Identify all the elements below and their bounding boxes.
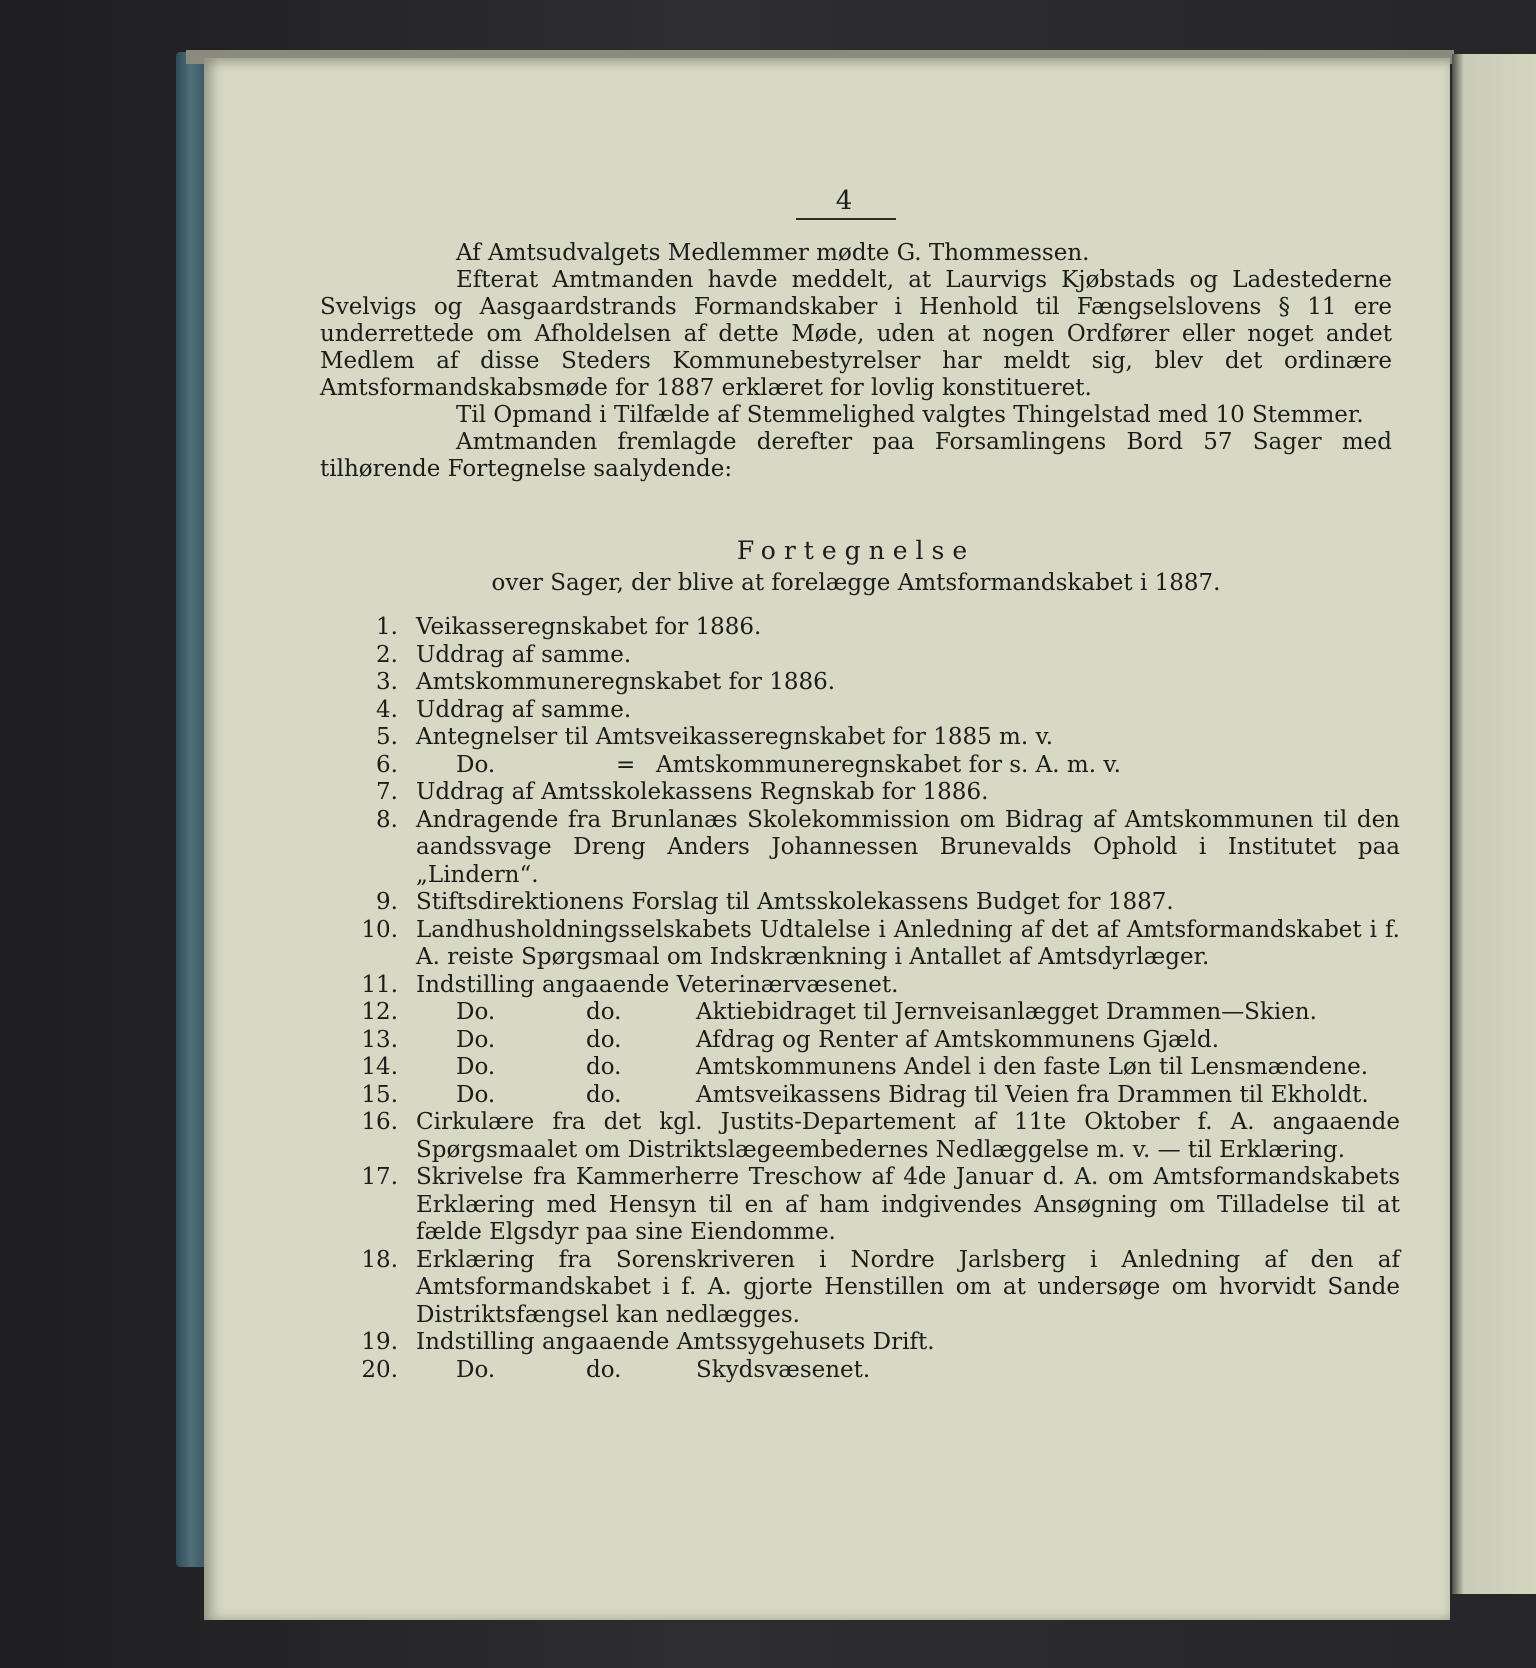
document-page <box>204 58 1450 1620</box>
list-item: 7. Uddrag af Amtsskolekassens Regnskab for 1886. <box>376 779 989 805</box>
list-item: 17. Skrivelse fra Kammerherre Treschow af 4de Januar d. A. om Amtsformandskabets Erklæring med Hensyn til en af ham indgivendes Ansøgning om Tilladelse til at fælde Elgsdyr paa sine Eiendomme. <box>361 1164 1400 1245</box>
intro-paragraph-2: Efterat Amtmanden havde meddelt, at Laurvigs Kjøbstads og Ladestederne Svelvigs og Aasgaardstrands Formandskaber i Henhold til Fængselslovens § 11 ere underrettede om Afholdelsen af dette Møde, uden at nogen Ordfører eller noget andet Medlem af disse Steders Kommunebestyrelser har meldt sig, blev det ordinære Amtsformandskabsmøde for 1887 erklæret for lovlig konstitueret. <box>320 267 1392 401</box>
list-item: 5. Antegnelser til Amtsveikasseregnskabet for 1885 m. v. <box>376 724 1054 750</box>
page-number-rule <box>796 218 896 220</box>
book-binding <box>176 52 206 1567</box>
intro-paragraph-4: Amtmanden fremlagde derefter paa Forsamlingens Bord 57 Sager med tilhørende Fortegnelse saalydende: <box>320 429 1392 482</box>
page-number: 4 <box>835 186 853 216</box>
list-item: 11. Indstilling angaaende Veterinærvæsenet. <box>361 971 899 998</box>
list-item: 20. Do. do. Skydsvæsenet. <box>361 1356 871 1383</box>
intro-paragraph-1: Af Amtsudvalgets Medlemmer mødte G. Thommessen. <box>456 240 1090 266</box>
list-item: 3. Amtskommuneregnskabet for 1886. <box>376 669 836 695</box>
list-subtitle: over Sager, der blive at forelægge Amtsformandskabet i 1887. <box>491 570 1221 596</box>
list-item: 1. Veikasseregnskabet for 1886. <box>376 614 762 640</box>
case-list <box>320 614 1400 1384</box>
list-item: 14. Do. do. Amtskommunens Andel i den faste Løn til Lensmændene. <box>361 1054 1369 1080</box>
list-title: Fortegnelse <box>736 536 976 565</box>
list-item: 15. Do. do. Amtsveikassens Bidrag til Veien fra Drammen til Ekholdt. <box>361 1081 1369 1108</box>
list-item: 6. Do. = Amtskommuneregnskabet for s. A. m. v. <box>376 751 1121 778</box>
list-item: 12. Do. do. Aktiebidraget til Jernveisanlægget Drammen—Skien. <box>361 999 1317 1025</box>
intro-paragraph-3: Til Opmand i Tilfælde af Stemmelighed valgtes Thingelstad med 10 Stemmer. <box>456 402 1364 428</box>
list-item: 13. Do. do. Afdrag og Renter af Amtskommunens Gjæld. <box>361 1026 1220 1053</box>
list-item: 10. Landhusholdningsselskabets Udtalelse i Anledning af det af Amtsformandskabet i f. A. reiste Spørgsmaal om Indskrænkning i Antallet af Amtsdyrlæger. <box>361 916 1400 970</box>
list-item: 19. Indstilling angaaende Amtssygehusets Drift. <box>361 1329 935 1355</box>
list-item: 9. Stiftsdirektionens Forslag til Amtsskolekassens Budget for 1887. <box>376 889 1174 915</box>
list-item: 18. Erklæring fra Sorenskriveren i Nordre Jarlsberg i Anledning af den af Amtsformandskabet i f. A. gjorte Henstillen om at undersøge om hvorvidt Sande Distriktsfængsel kan nedlægges. <box>361 1246 1400 1328</box>
list-item: 2. Uddrag af samme. <box>376 641 632 668</box>
facing-page-edge <box>1452 54 1536 1594</box>
list-item: 4. Uddrag af samme. <box>376 696 632 723</box>
list-item: 8. Andragende fra Brunlanæs Skolekommission om Bidrag af Amtskommunen til den aandssvage Dreng Anders Johannessen Brunevalds Ophold i Institutet paa „Lindern“. <box>376 806 1400 888</box>
list-item: 16. Cirkulære fra det kgl. Justits-Departement af 11te Oktober f. A. angaaende Spørgsmaalet om Distriktslægeembedernes Nedlæggelse m. v. — til Erklæring. <box>361 1109 1400 1163</box>
